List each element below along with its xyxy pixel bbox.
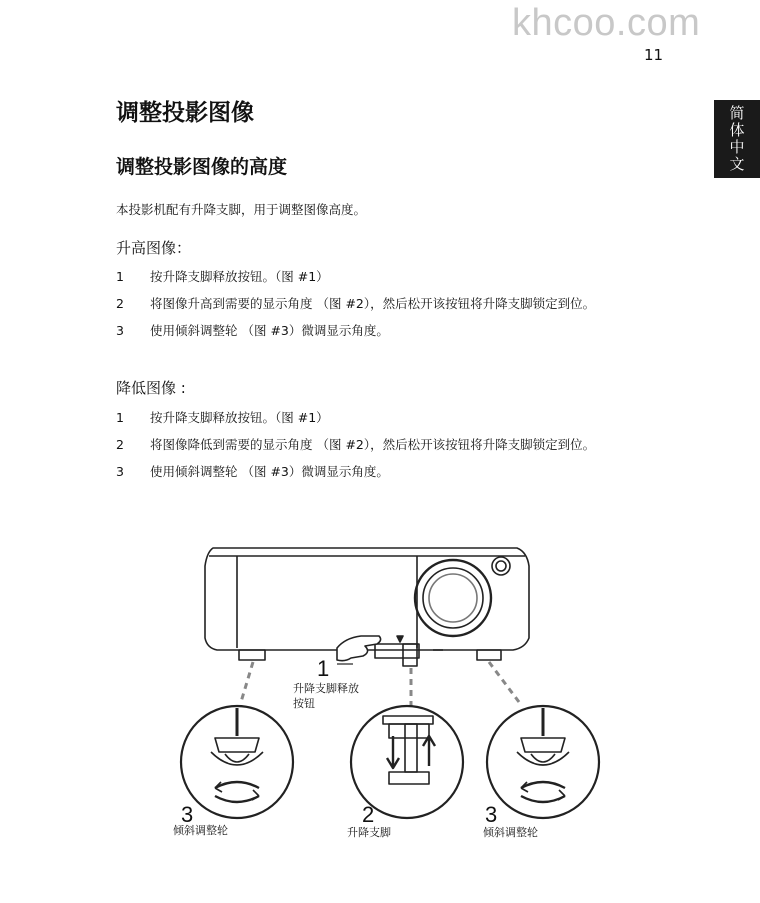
step-text: 按升降支脚释放按钮。（图 #1）: [150, 410, 329, 425]
step-number: 2: [116, 296, 124, 311]
step-text: 将图像降低到需要的显示角度 （图 #2），然后松开该按钮将升降支脚锁定到位。: [150, 437, 596, 452]
step-number: 1: [116, 410, 124, 425]
lower-steps: [116, 409, 656, 490]
tilt-wheel-label-left: 倾斜调整轮: [173, 824, 228, 837]
figure-number-elevator: 2: [362, 802, 375, 827]
step-text: 使用倾斜调整轮 （图 #3）微调显示角度。: [150, 323, 389, 338]
step-number: 3: [116, 464, 124, 479]
step-text: 将图像升高到需要的显示角度 （图 #2），然后松开该按钮将升降支脚锁定到位。: [150, 296, 596, 311]
list-item: [116, 322, 656, 339]
list-item: [116, 295, 656, 312]
release-button-label-2: 按钮: [293, 697, 315, 710]
raise-heading: 升高图像：: [116, 239, 192, 257]
language-tab-label: 简体中文: [727, 105, 746, 173]
page-number: 11: [644, 46, 664, 64]
step-text: 按升降支脚释放按钮。（图 #1）: [150, 269, 329, 284]
language-tab: [714, 100, 760, 178]
step-number: 2: [116, 437, 124, 452]
step-number: 3: [116, 323, 124, 338]
elevator-foot-label: 升降支脚: [347, 826, 391, 839]
watermark: khcoo.com: [512, 2, 701, 44]
list-item: [116, 409, 656, 426]
step-text: 使用倾斜调整轮 （图 #3）微调显示角度。: [150, 464, 389, 479]
lower-heading: 降低图像 :: [116, 379, 186, 397]
section-title: 调整投影图像的高度: [116, 156, 288, 178]
projector-figure: [175, 540, 615, 840]
intro-paragraph: 本投影机配有升降支脚，用于调整图像高度。: [116, 202, 367, 217]
figure-number-tilt-right: 3: [485, 802, 498, 827]
page-title: 调整投影图像: [116, 100, 254, 126]
projector-illustration: [175, 540, 615, 840]
list-item: [116, 268, 656, 285]
tilt-wheel-label-right: 倾斜调整轮: [483, 826, 538, 839]
figure-number-tilt-left: 3: [181, 802, 194, 827]
release-button-label: 升降支脚释放: [293, 682, 359, 695]
step-number: 1: [116, 269, 124, 284]
list-item: [116, 436, 656, 453]
figure-number-release: 1: [317, 656, 330, 681]
list-item: [116, 463, 656, 480]
raise-steps: [116, 268, 656, 349]
